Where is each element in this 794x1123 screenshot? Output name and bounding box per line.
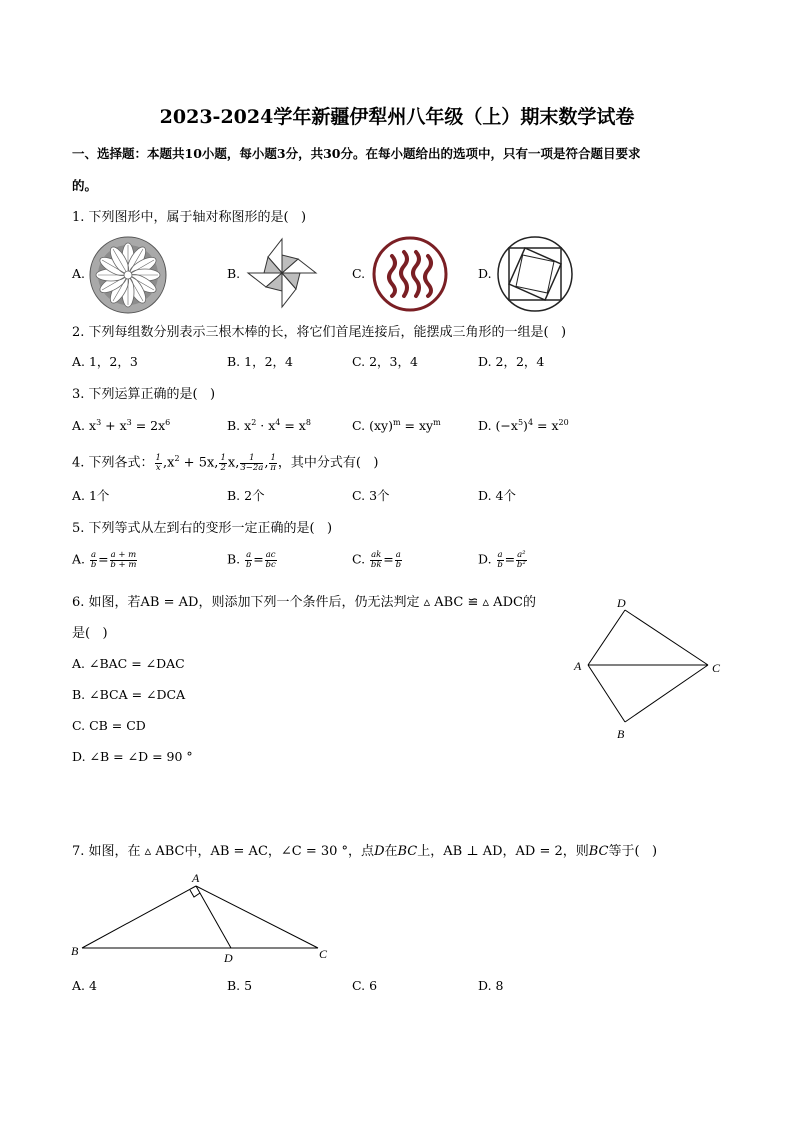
question-6-stem-line2: 是( ) bbox=[72, 626, 108, 641]
q4-option-a: A. 1个 bbox=[72, 488, 110, 503]
q4-option-c: C. 3个 bbox=[352, 488, 390, 503]
q1-option-a-label: A. bbox=[72, 266, 86, 281]
q7-label-c: C bbox=[319, 947, 328, 961]
page-title: 2023-2024学年新疆伊犁州八年级（上）期末数学试卷 bbox=[159, 106, 635, 128]
q6-label-d: D bbox=[617, 596, 626, 610]
q5-option-a: A. $\frac{a}{b}$ = $\frac{a + m}{b + m}$ bbox=[72, 550, 137, 570]
q4-option-d: D. 4个 bbox=[478, 488, 516, 503]
q6-option-b: B. ∠BCA = ∠DCA bbox=[72, 687, 186, 702]
question-6-stem-line1: 6. 如图，若AB = AD，则添加下列一个条件后，仍无法判定 ▵ ABC ≌ ▵ ADC的 bbox=[72, 595, 536, 610]
q7-option-c: C. 6 bbox=[352, 978, 378, 993]
q6-option-d: D. ∠B = ∠D = 90 ° bbox=[72, 749, 193, 764]
q2-option-c: C. 2，3，4 bbox=[352, 354, 418, 369]
q6-option-a: A. ∠BAC = ∠DAC bbox=[72, 656, 185, 671]
q6-label-a: A bbox=[574, 659, 582, 673]
q7-figure-triangle bbox=[68, 870, 338, 970]
q1-figure-a-flower bbox=[88, 235, 168, 315]
q4-fraction-4: $\frac{1}{\pi}$ bbox=[270, 453, 276, 473]
q7-label-b: B bbox=[71, 944, 79, 958]
q7-option-d: D. 8 bbox=[478, 978, 504, 993]
q7-label-a: A bbox=[192, 871, 200, 885]
q5-option-c: C. $\frac{ak}{bk}$ = $\frac{a}{b}$ bbox=[352, 550, 402, 570]
q1-figure-d-square-in-circle bbox=[495, 234, 575, 314]
q3-option-d: D. $(-x^5)^4 = x^{20}$ bbox=[478, 418, 569, 434]
q1-figure-c-heat-symbol bbox=[370, 234, 450, 314]
q4-option-b: B. 2个 bbox=[227, 488, 265, 503]
q7-option-a: A. 4 bbox=[72, 978, 97, 993]
q3-option-a: A. $x^3 + x^3 = 2x^6$ bbox=[72, 418, 171, 434]
q1-option-c-label: C. bbox=[352, 266, 366, 281]
q6-label-c: C bbox=[712, 661, 721, 675]
q2-option-b: B. 1，2，4 bbox=[227, 354, 293, 369]
q5-option-d: D. $\frac{a}{b}$ = $\frac{\text{a²}}{\text{b²}}$ bbox=[478, 550, 526, 570]
question-5-stem: 5. 下列等式从左到右的变形一定正确的是( ) bbox=[72, 521, 333, 536]
question-4-stem: 4. 下列各式： $\frac{1}{x}$ $,x^2 + 5x$, $\frac{1}{2}$ x, $\frac{1}{3-2a}$ , $\frac{1}{\pi}$ ，其中分式有( ) bbox=[72, 453, 379, 473]
q4-fraction-3: $\frac{1}{3-2a}$ bbox=[240, 453, 264, 473]
q3-option-b: B. $x^2 \cdot x^4 = x^8$ bbox=[227, 418, 311, 434]
q7-label-d: D bbox=[224, 951, 233, 965]
question-7-stem: 7. 如图，在 ▵ ABC中，AB = AC，∠C = 30 °，点D在BC上，AB ⊥ AD，AD = 2，则BC等于( ) bbox=[72, 844, 658, 859]
question-3-stem: 3. 下列运算正确的是( ) bbox=[72, 387, 216, 402]
q6-option-c: C. CB = CD bbox=[72, 718, 146, 733]
q5-option-b: B. $\frac{a}{b}$ = $\frac{ac}{bc}$ bbox=[227, 550, 276, 570]
q6-label-b: B bbox=[617, 727, 625, 741]
section-header-line1: 一、选择题：本题共10小题，每小题3分，共30分。在每小题给出的选项中，只有一项是符合题目要求 bbox=[72, 146, 641, 161]
q3-option-c: C. $(xy)^m = xy^m$ bbox=[352, 418, 441, 434]
q2-option-a: A. 1，2，3 bbox=[72, 354, 138, 369]
q1-figure-b-pinwheel bbox=[242, 233, 322, 313]
q2-option-d: D. 2，2，4 bbox=[478, 354, 545, 369]
question-2-stem: 2. 下列每组数分别表示三根木棒的长，将它们首尾连接后，能摆成三角形的一组是( ) bbox=[72, 325, 567, 340]
q4-fraction-1: $\frac{1}{x}$ bbox=[155, 453, 161, 473]
q1-option-b-label: B. bbox=[227, 266, 241, 281]
q4-fraction-2: $\frac{1}{2}$ bbox=[220, 453, 226, 473]
q6-figure-quadrilateral bbox=[570, 592, 730, 742]
q7-option-b: B. 5 bbox=[227, 978, 253, 993]
section-header-line2: 的。 bbox=[72, 178, 98, 193]
question-1-stem: 1. 下列图形中，属于轴对称图形的是( ) bbox=[72, 210, 307, 225]
q1-option-d-label: D. bbox=[478, 266, 492, 281]
